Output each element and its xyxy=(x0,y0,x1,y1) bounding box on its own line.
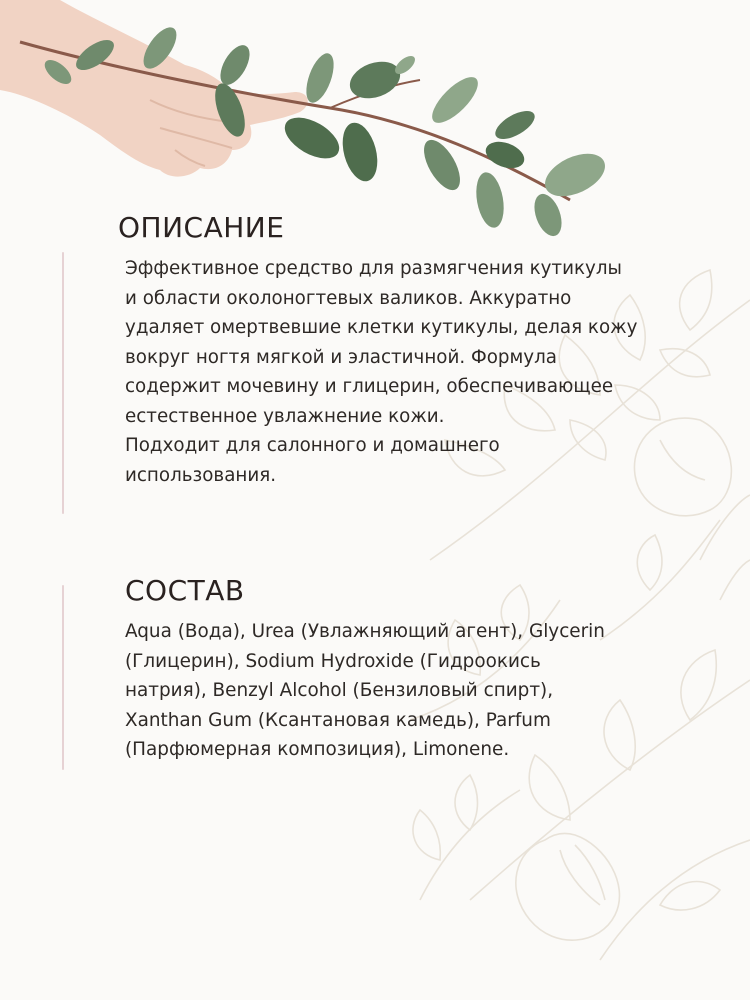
ingredients-text: Aqua (Вода), Urea (Увлажняющий агент), Glycerin (Глицерин), Sodium Hydroxide (Гидроокись натрия), Benzyl Alcohol (Бензиловый спирт), Xanthan Gum (Ксантановая камедь), Parfum (Парфюмерная композиция), Limonene. xyxy=(125,621,605,760)
hand-with-eucalyptus-branch-image xyxy=(0,0,640,250)
composition-accent-line xyxy=(62,585,64,770)
description-text: Эффективное средство для размягчения кутикулы и области околоногтевых валиков. Аккуратно удаляет омертвевшие клетки кутикулы, делая кожу вокруг ногтя мягкой и эластичной. Формула содержит мочевину и глицерин, обеспечивающее естественное увлажнение кожи. Подходит для салонного и домашнего использования. xyxy=(125,258,638,486)
description-accent-line xyxy=(62,252,64,514)
description-heading: ОПИСАНИЕ xyxy=(118,211,285,244)
composition-heading: СОСТАВ xyxy=(125,574,245,607)
